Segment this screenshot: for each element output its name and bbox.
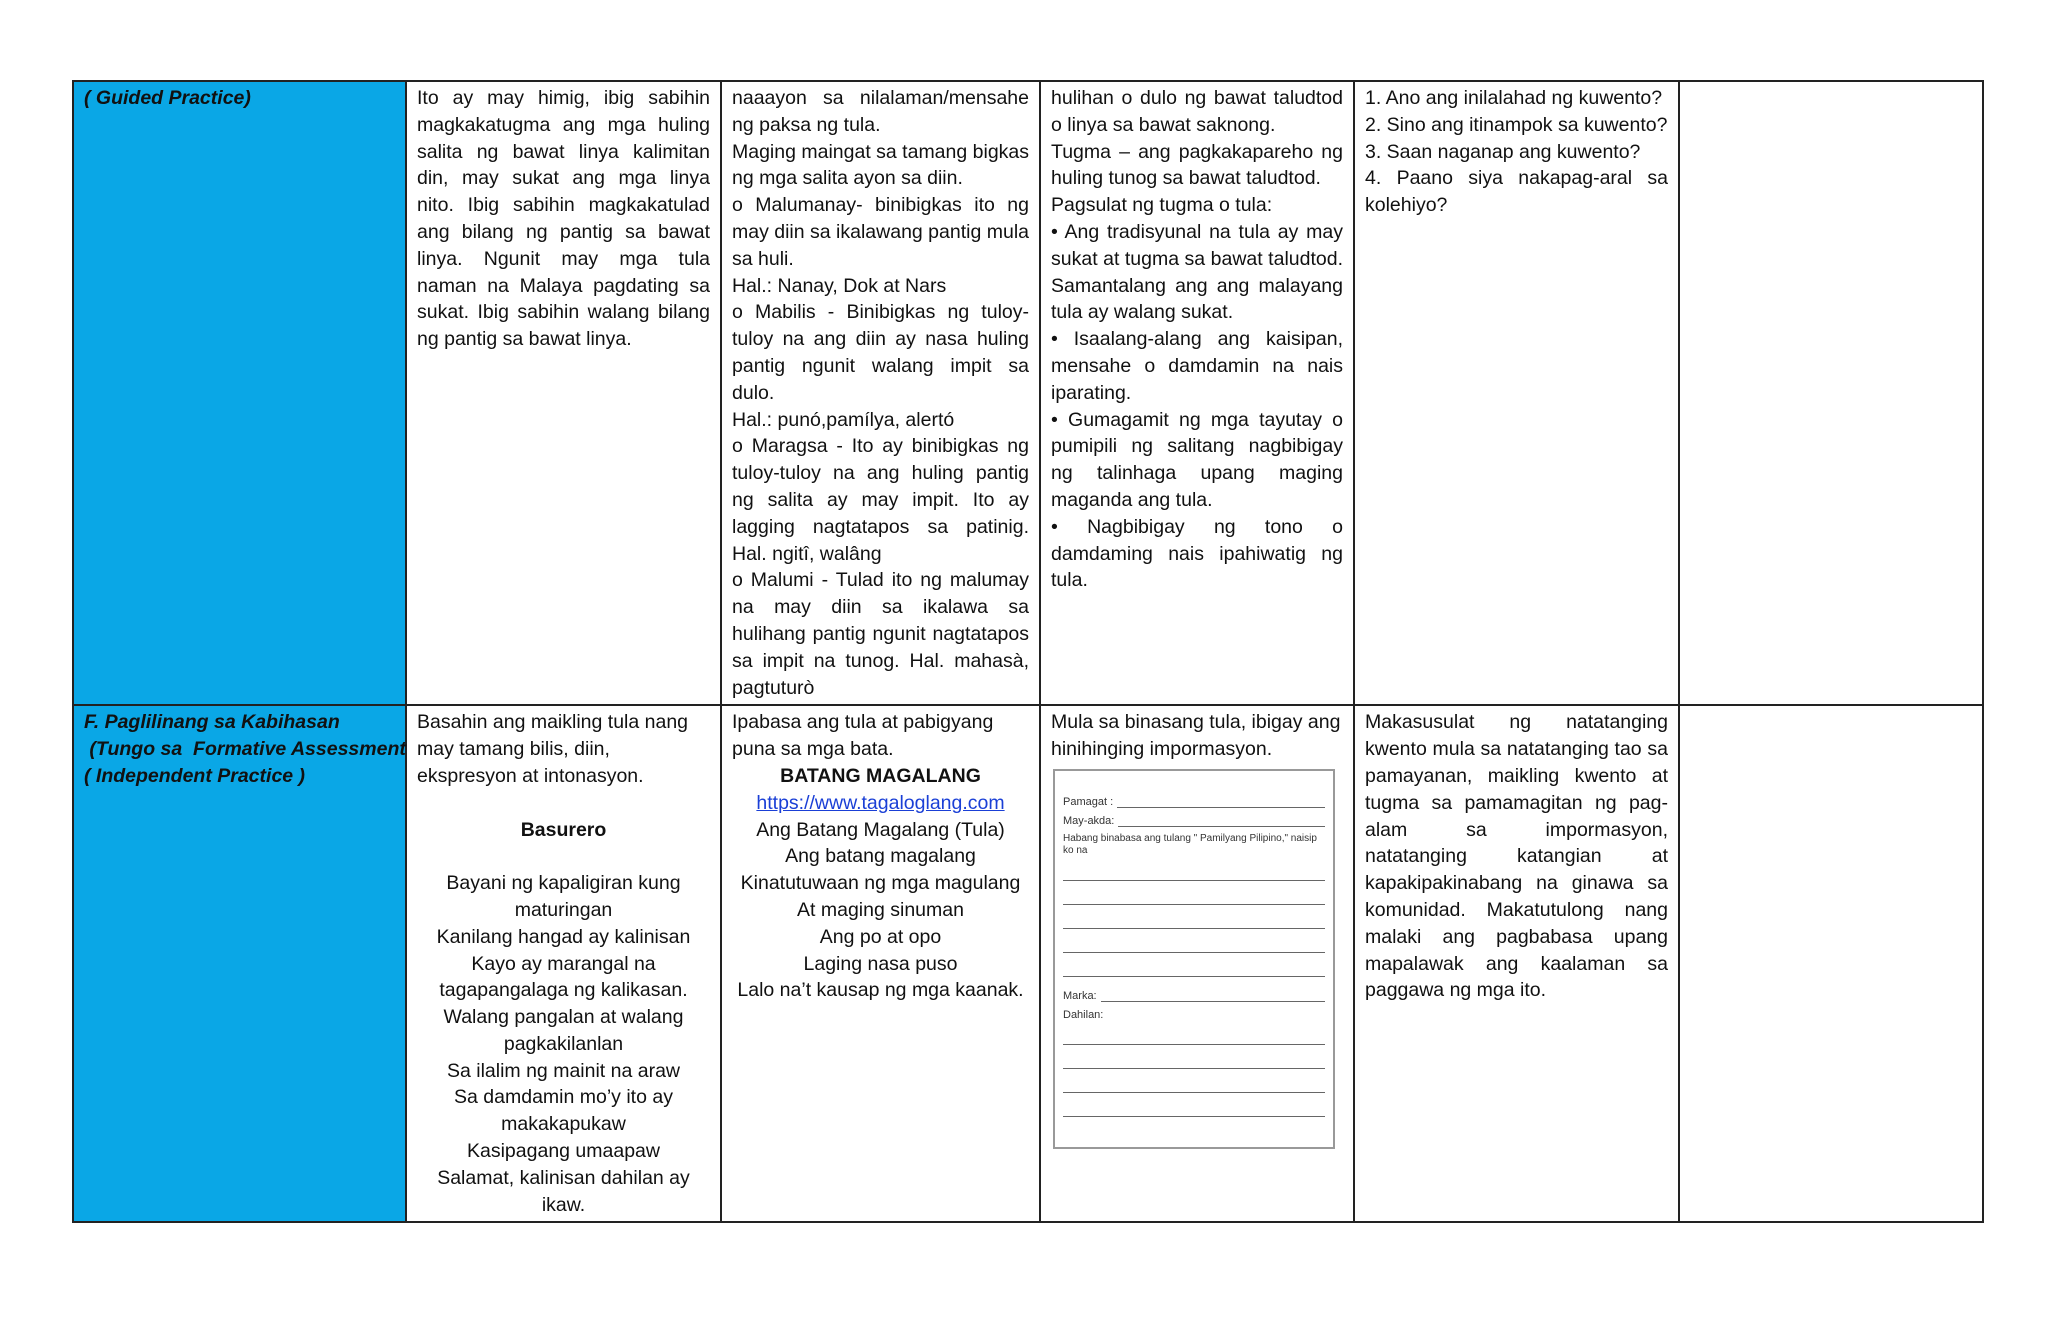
cell-paragraph: Tugma – ang pagkakapareho ng huling tunog sa bawat taludtod. xyxy=(1051,140,1343,190)
poem-line: Laging nasa puso xyxy=(803,952,958,975)
worksheet-label: Pamagat : xyxy=(1063,795,1114,808)
worksheet-label: Marka: xyxy=(1063,989,1097,1002)
cell-intro: Basahin ang maikling tula nang may tamang bilis, diin, ekspresyon at intonasyon. xyxy=(417,711,689,787)
row-label-line: ( Guided Practice) xyxy=(84,87,251,109)
cell-paragraph: • Ang tradisyunal na tula ay may sukat at tugma sa bawat taludtod. Samantalang ang ang malayang tula ay walang sukat. xyxy=(1051,220,1343,324)
cell-questions xyxy=(1354,81,1679,705)
cell-paragraph: naaayon sa nilalaman/mensahe ng paksa ng tula. xyxy=(732,87,1029,136)
question-item: 2. Sino ang itinampok sa kuwento? xyxy=(1365,113,1668,136)
row-label-line: ( Independent Practice ) xyxy=(84,764,306,787)
cell-paragraph: Pagsulat ng tugma o tula: xyxy=(1051,194,1273,217)
poem-title: Basurero xyxy=(520,818,607,841)
poem-line: Ang batang magalang xyxy=(785,845,976,868)
row-label-independent-practice xyxy=(73,705,406,1222)
poem-line: Ang Batang Magalang (Tula) xyxy=(756,818,1005,841)
cell-pronunciation xyxy=(721,81,1040,705)
row-label-guided-practice xyxy=(73,81,406,705)
poem-line: At maging sinuman xyxy=(797,898,964,921)
poem-title: BATANG MAGALANG xyxy=(780,764,981,787)
source-link[interactable]: https://www.tagaloglang.com xyxy=(756,791,1005,814)
question-item: 4. Paano siya nakapag-aral sa kolehiyo? xyxy=(1365,167,1668,217)
lesson-plan-table xyxy=(72,80,1984,1223)
cell-empty xyxy=(1679,81,1983,705)
poem-line: Bayani ng kapaligiran kung maturingan xyxy=(446,872,681,921)
cell-paragraph: o Malumi - Tulad ito ng malumay na may diin sa ikalawa sa hulihang pantig ngunit nagtatapos sa impit na tunog. Hal. mahasà, pagtuturò xyxy=(732,569,1029,699)
table-row-independent-practice xyxy=(73,705,1983,1222)
poem-line: Kasipagang umaapaw xyxy=(467,1140,660,1163)
cell-paragraph: hulihan o dulo ng bawat taludtod o linya sa bawat saknong. xyxy=(1051,87,1343,136)
cell-paragraph: Hal.: Nanay, Dok at Nars xyxy=(732,274,947,297)
cell-empty xyxy=(1679,705,1983,1222)
poem-line: Lalo na’t kausap ng mga kaanak. xyxy=(737,979,1024,1002)
poem-line: Sa ilalim ng mainit na araw xyxy=(446,1059,681,1082)
row-label-line: (Tungo sa Formative Assessment xyxy=(84,738,406,761)
poem-line: Sa damdamin mo’y ito ay makakapukaw xyxy=(454,1086,673,1136)
cell-text: Ito ay may himig, ibig sabihin magkakatugma ang mga huling salita ng bawat linya kalimitan din, may sukat ang mga linya nito. Ibig sabihin magkakatulad ang bilang ng pantig sa bawat linya. Ngunit may mga tula naman na Malaya pagdating sa sukat. Ibig sabihin walang bilang ng pantig sa bawat linya. xyxy=(417,87,710,351)
cell-objective xyxy=(1354,705,1679,1222)
poem-line: Kayo ay marangal na tagapangalaga ng kalikasan. xyxy=(439,952,688,1002)
cell-tugma xyxy=(1040,81,1354,705)
worksheet-form-image xyxy=(1053,769,1335,1149)
cell-paragraph: o Mabilis - Binibigkas ng tuloy-tuloy na ang diin ay nasa huling pantig ngunit walang impit sa dulo. xyxy=(732,301,1029,404)
question-item: 3. Saan naganap ang kuwento? xyxy=(1365,140,1641,163)
cell-paragraph: o Malumanay- binibigkas ito ng may diin sa ikalawang pantig mula sa huli. xyxy=(732,194,1029,270)
cell-paragraph: • Gumagamit ng mga tayutay o pumipili ng salitang nagbibigay ng talinhaga upang maging maganda ang tula. xyxy=(1051,408,1343,511)
table-row-guided-practice xyxy=(73,81,1983,705)
cell-paragraph: • Isaalang-alang ang kaisipan, mensahe o damdamin na nais iparating. xyxy=(1051,328,1343,404)
cell-intro: Ipabasa ang tula at pabigyang puna sa mga bata. xyxy=(732,711,994,761)
poem-line: Kinatutuwaan ng mga magulang xyxy=(740,872,1021,895)
cell-discussion xyxy=(406,81,721,705)
worksheet-label: Dahilan: xyxy=(1063,1008,1104,1021)
poem-line: Kanilang hangad ay kalinisan xyxy=(436,925,691,948)
poem-line: Ang po at opo xyxy=(819,925,942,948)
cell-paragraph: Maging maingat sa tamang bigkas ng mga salita ayon sa diin. xyxy=(732,140,1030,190)
worksheet-prompt: Habang binabasa ang tulang " Pamilyang Pilipino," naisip ko na xyxy=(1063,832,1317,856)
poem-line: Salamat, kalinisan dahilan ay ikaw. xyxy=(437,1166,690,1216)
cell-poem-batang-magalang xyxy=(721,705,1040,1222)
cell-paragraph: • Nagbibigay ng tono o damdaming nais ipahiwatig ng tula. xyxy=(1051,515,1343,592)
question-item: 1. Ano ang inilalahad ng kuwento? xyxy=(1365,87,1663,109)
worksheet-label: May-akda: xyxy=(1063,814,1115,827)
cell-paragraph: o Maragsa - Ito ay binibigkas ng tuloy-tuloy na ang huling pantig ng salita ay may impit. Ito ay lagging nagtatapos sa patinig. Hal. ngitî, walâng xyxy=(732,435,1029,565)
cell-intro: Mula sa binasang tula, ibigay ang hinihinging impormasyon. xyxy=(1051,711,1341,761)
cell-text: Makasusulat ng natatanging kwento mula sa natatanging tao sa pamayanan, maikling kwento at tugma sa pamamagitan ng pag-alam sa impormasyon, natatanging katangian at kapakipakinabang na ginawa sa komunidad. Makatutulong nang malaki ang pagbabasa upang mapalawak ang kaalaman sa paggawa ng mga ito. xyxy=(1365,711,1668,1002)
cell-paragraph: Hal.: punó,pamílya, alertó xyxy=(732,408,955,431)
row-label-line: F. Paglilinang sa Kabihasan xyxy=(84,711,340,734)
cell-worksheet xyxy=(1040,705,1354,1222)
cell-poem-basurero xyxy=(406,705,721,1222)
poem-line: Walang pangalan at walang pagkakilanlan xyxy=(443,1006,684,1055)
